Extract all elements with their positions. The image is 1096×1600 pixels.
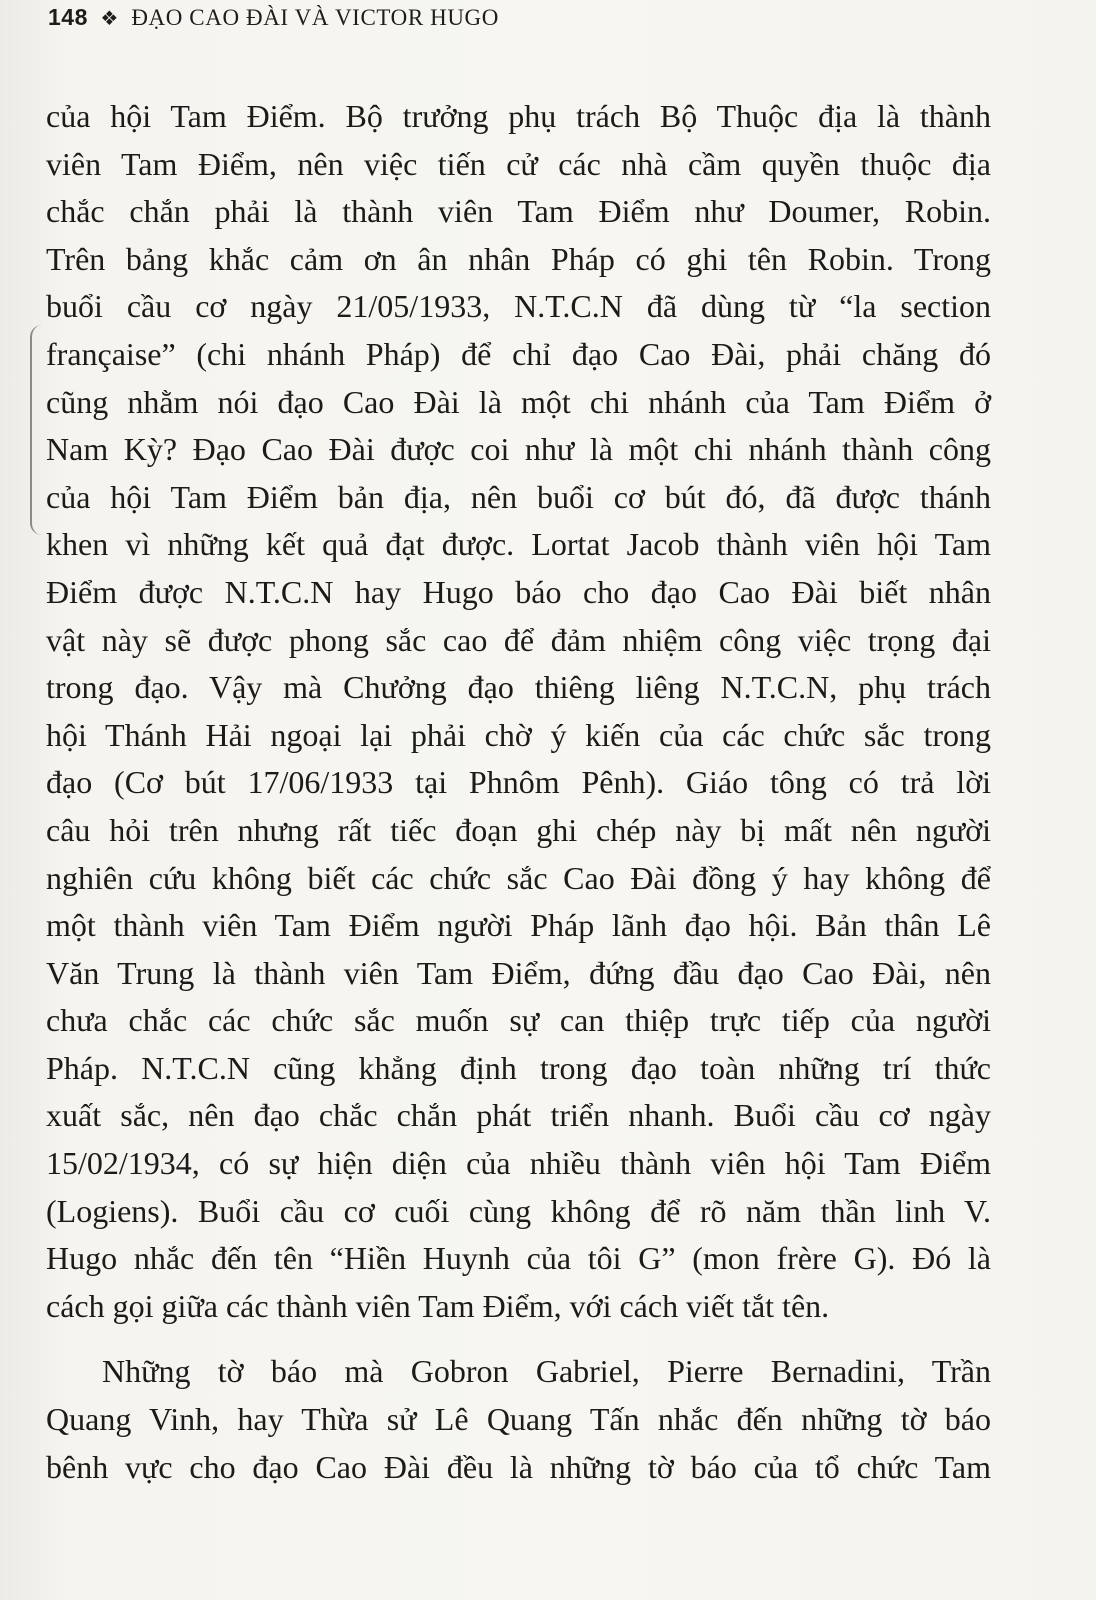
text-line: cũng nhằm nói đạo Cao Đài là một chi nhánh của Tam Điểm ở bbox=[46, 383, 991, 420]
text-line: trong đạo. Vậy mà Chưởng đạo thiêng liêng N.T.C.N, phụ trách bbox=[46, 669, 991, 706]
text-line: Quang Vinh, hay Thừa sử Lê Quang Tấn nhắc đến những tờ báo bbox=[46, 1401, 991, 1438]
text-line: Pháp. N.T.C.N cũng khẳng định trong đạo toàn những trí thức bbox=[46, 1049, 991, 1086]
running-header bbox=[48, 4, 499, 32]
text-line: câu hỏi trên nhưng rất tiếc đoạn ghi chép này bị mất nên người bbox=[46, 811, 991, 848]
text-line: bênh vực cho đạo Cao Đài đều là những tờ báo của tổ chức Tam bbox=[46, 1448, 991, 1485]
text-line: buổi cầu cơ ngày 21/05/1933, N.T.C.N đã dùng từ “la section bbox=[46, 288, 991, 325]
body-text bbox=[46, 93, 991, 1491]
text-line: Những tờ báo mà Gobron Gabriel, Pierre Bernadini, Trần bbox=[102, 1353, 991, 1390]
ornament-separator: ❖ bbox=[100, 8, 119, 30]
text-line: đạo (Cơ bút 17/06/1933 tại Phnôm Pênh). Giáo tông có trả lời bbox=[46, 764, 991, 801]
text-line: Hugo nhắc đến tên “Hiền Huynh của tôi G” (mon frère G). Đó là bbox=[46, 1240, 991, 1277]
paragraph-2 bbox=[46, 1348, 991, 1491]
text-line: một thành viên Tam Điểm người Pháp lãnh đạo hội. Bản thân Lê bbox=[46, 907, 991, 944]
text-line: hội Thánh Hải ngoại lại phải chờ ý kiến của các chức sắc trong bbox=[46, 716, 991, 753]
text-line: cách gọi giữa các thành viên Tam Điểm, với cách viết tắt tên. bbox=[46, 1287, 830, 1324]
text-line: xuất sắc, nên đạo chắc chắn phát triển nhanh. Buổi cầu cơ ngày bbox=[46, 1097, 991, 1134]
text-line: nghiên cứu không biết các chức sắc Cao Đài đồng ý hay không để bbox=[46, 859, 991, 896]
paragraph-1 bbox=[46, 93, 991, 1330]
text-line: Văn Trung là thành viên Tam Điểm, đứng đầu đạo Cao Đài, nên bbox=[46, 954, 991, 991]
text-line: Điểm được N.T.C.N hay Hugo báo cho đạo Cao Đài biết nhân bbox=[46, 573, 991, 610]
text-line: Trên bảng khắc cảm ơn ân nhân Pháp có ghi tên Robin. Trong bbox=[46, 240, 991, 277]
text-line: của hội Tam Điểm bản địa, nên buổi cơ bút đó, đã được thánh bbox=[46, 478, 991, 515]
text-line: viên Tam Điểm, nên việc tiến cử các nhà cầm quyền thuộc địa bbox=[46, 145, 991, 182]
text-line: Nam Kỳ? Đạo Cao Đài được coi như là một chi nhánh thành công bbox=[46, 431, 991, 468]
book-title: ĐẠO CAO ĐÀI VÀ VICTOR HUGO bbox=[131, 5, 499, 30]
text-line: chắc chắn phải là thành viên Tam Điểm như Doumer, Robin. bbox=[46, 193, 991, 230]
text-line: chưa chắc các chức sắc muốn sự can thiệp trực tiếp của người bbox=[46, 1002, 991, 1039]
text-line: française” (chi nhánh Pháp) để chỉ đạo Cao Đài, phải chăng đó bbox=[46, 335, 991, 372]
text-line: 15/02/1934, có sự hiện diện của nhiều thành viên hội Tam Điểm bbox=[46, 1145, 991, 1182]
text-line: (Logiens). Buổi cầu cơ cuối cùng không để rõ năm thần linh V. bbox=[46, 1192, 991, 1229]
text-line: vật này sẽ được phong sắc cao để đảm nhiệm công việc trọng đại bbox=[46, 621, 991, 658]
paragraph-gap bbox=[46, 1330, 991, 1348]
text-line: khen vì những kết quả đạt được. Lortat Jacob thành viên hội Tam bbox=[46, 526, 991, 563]
text-line: của hội Tam Điểm. Bộ trưởng phụ trách Bộ Thuộc địa là thành bbox=[46, 98, 991, 134]
page-number: 148 bbox=[48, 4, 88, 30]
